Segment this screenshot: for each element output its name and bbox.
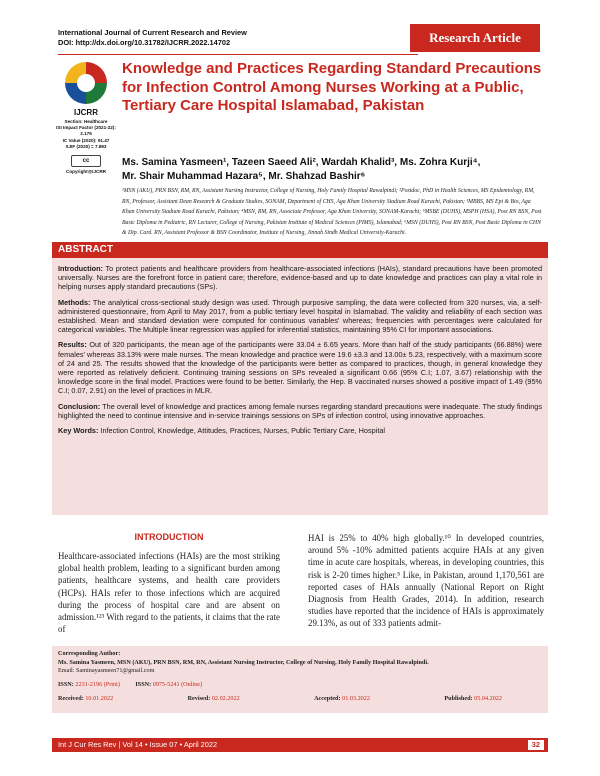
logo-metrics (56, 119, 116, 150)
body-column-right (308, 532, 544, 630)
received-date-group (58, 695, 113, 704)
article-title: Knowledge and Practices Regarding Standard Precautions for Infection Control Among Nurses Working at a Public, Tertiary Care Hospital Islamabad, Pakistan (122, 60, 542, 114)
article-type-badge: Research Article (410, 24, 540, 52)
author-line-1: Ms. Samina Yasmeen¹, Tazeen Saeed Ali², Wardah Khalid³, Ms. Zohra Kurji⁴, (122, 157, 481, 168)
issn-online: 0975-5241 (Online) (152, 680, 203, 688)
received-date: 10.01.2022 (85, 695, 114, 703)
abstract-intro-label: Introduction: (58, 264, 103, 273)
abstract-heading: ABSTRACT (52, 242, 548, 258)
footer-citation: Int J Cur Res Rev | Vol 14 • Issue 07 • April 2022 (58, 740, 218, 749)
author-list (122, 156, 542, 184)
revised-date: 02.02.2022 (211, 695, 240, 703)
abstract-body (52, 258, 548, 515)
abstract-introduction (58, 264, 542, 292)
journal-header (58, 28, 378, 48)
received-label: Received: (58, 695, 84, 703)
logo-name: IJCRR (73, 108, 98, 117)
published-label: Published: (444, 695, 473, 703)
abstract-results (58, 340, 542, 395)
abstract-methods-text: The analytical cross-sectional study design was used. Through purposive sampling, the data were collected from 320 nurses, via, a self-administered questionnaire, from April to May 2017, from a public tertiary level hospital in Islamabad. The validity and reliability of each section was established. Mean and standard deviation were computed for continuous variables' whereas; frequencies with percentages were calculated for categorical variables. The Multiple linear regression was applied for inferential statistics, maintaining 95% CI for important associations. (58, 297, 542, 335)
introduction-heading: INTRODUCTION (134, 532, 204, 542)
abstract-results-label: Results: (58, 340, 87, 350)
revised-date-group (188, 695, 240, 704)
corresponding-author-panel (52, 646, 548, 713)
body-column-left (58, 532, 280, 635)
issn-row (58, 681, 542, 690)
doi-link[interactable]: DOI: http://dx.doi.org/10.31782/IJCRR.2022.14702 (58, 38, 231, 47)
journal-name: International Journal of Current Research and Review (58, 28, 247, 37)
accepted-date: 01.03.2022 (342, 695, 370, 703)
revised-label: Revised: (187, 695, 211, 703)
abstract-intro-text: To protect patients and healthcare providers from healthcare-associated infections (HAIs), standard precautions have been promoted universally. Nurses are the forefront force in patient care; therefore, evidence-based and up to date knowledge and practices can play a vital role in helping nurses apply standard precautions (SPs). (58, 264, 542, 292)
issn-print-label: ISSN: (58, 680, 74, 688)
published-date: 05.04.2022 (474, 695, 502, 703)
keywords-label: Key Words: (58, 426, 99, 436)
introduction-text-left: Healthcare-associated infections (HAIs) are the most striking global health problem, leading to a significant burden among patients, healthcare systems, and health care providers (HCPs). HAIs refer to those infections which are acquired during the process of hospital care and are absent on admission.¹²³ With regard to the patients, it claims that the rate of (58, 551, 280, 635)
abstract-methods-label: Methods: (58, 297, 91, 307)
logo-ic-value: IC Value (2020): 91.47 (62, 137, 110, 143)
abstract-conclusion-text: The overall level of knowledge and practices among female nurses regarding standard precautions were inadequate. The study findings highlighted the need to continue intensive and in-service trainings sessions on SPs of infection control, using innovative approaches. (58, 401, 542, 420)
keywords-text: Infection Control, Knowledge, Attitudes, Practices, Nurses, Public Tertiary Care, Hospital (98, 426, 386, 436)
abstract-methods (58, 298, 542, 335)
published-date-group (444, 695, 502, 704)
journal-logo-icon (65, 62, 107, 104)
abstract-results-text: Out of 320 participants, the mean age of the participants were 33.04 ± 6.65 years. More than half of the study participants (66.88%) were females' whereas 33.13% were male nurses. The mean knowledge and practice were 19.6 ±3.3 and 13.00± 5.23, respectively, with a maximum score of 24 and 25. The results showed that the knowledge of the participants were better as compared to practices, though, in general knowledge they were reported as relatively deficient. Continuing training sessions on SPs revealed a significant 0.66 (95% C.I; 1.07, 3.67) relationship with the knowledge score in the final model. Practices were found to be better. Similarly, the Hep. B vaccinated nurses showed a positive impact of 1.49 (95% C.I; 0.07, 2.91) on the level of practices in MLR. (58, 340, 542, 396)
logo-sjif: SJIF (2020) = 7.893 (65, 143, 107, 149)
corresponding-heading: Corresponding Author: (58, 650, 121, 657)
page-number: 32 (528, 740, 544, 750)
corresponding-details: Ms. Samina Yasmeen, MSN (AKU), PRN BSN, RM, RN, Assistant Nursing Instructor, College of Nursing, Holy Family Hospital Rawalpindi. (58, 658, 429, 666)
logo-section: Section: Healthcare (64, 119, 108, 124)
author-line-2: Mr. Shair Muhammad Hazara⁵, Mr. Shahzad Bashir⁶ (122, 171, 366, 182)
accepted-date-group (314, 695, 370, 704)
introduction-text-right: HAI is 25% to 40% high globally.¹⁰ In developed countries, around 5% -10% admitted patients acquire HAIs at any given time in acute care hospitals, whereas, in developing countries, this risk is 2-20 times higher.⁵ Like, in Pakistan, around 1,170,561 are reported cases of HAIs annually (National Report on Right Diagnosis from Health Grades, 2014). In addition, research studies have reported that the incidence of HAIs is approximately 29.13%, as out of 333 patients admit- (308, 533, 544, 629)
logo-isi-factor: ISI Impact Factor (2021-22): 2.176 (56, 125, 116, 137)
issn-print: 2231-2196 (Print) (75, 680, 120, 688)
issn-online-label: ISSN: (135, 680, 152, 688)
journal-logo-block (56, 62, 116, 174)
publication-dates (58, 695, 542, 704)
header-divider (58, 54, 418, 55)
corresponding-email[interactable]: Email: Saminayasmeen71@gmail.com (58, 667, 155, 675)
accepted-label: Accepted: (314, 695, 341, 703)
affiliations: ¹MSN (AKU), PRN BSN, RM, RN, Assistant Nursing Instructor, College of Nursing, Holy Family Hospital Rawalpindi; ²Postdoc, PhD in Health Sciences, MS Epidemiology, RM, RN, Professor, Assistant Dean Research & Graduate Studies, SONAM, Department of CHS, Aga Khan University Stadium Road Karachi, Pakistan; ³MBBS, MS Epi & Bio, Aga Khan University Stadium Road Karachi, Pakistan; ⁴MSN, RM, RN, Associate Professor, Aga Khan University, SONAM-Karachi; ⁵MSBE (DUHS), MSPH (HSA), Post RN BSN, Post Basic Diploma in Pediatric, RN Lecturer, College of Nursing, Pakistan Institute of Medical Sciences (PIMS), Islamabad; ⁶MSN (DUHS), Post RN BSN, Post Basic Diploma in CHN & Dip. Card. RN, Assistant Professor & BSN Coordinator, Institute of Nursing, Jinnah Sindh Medical University-Karachi. (122, 188, 542, 237)
abstract-keywords (58, 426, 542, 435)
abstract-conclusion (58, 402, 542, 420)
copyright-text: Copyright@IJCRR (66, 169, 106, 175)
abstract-conclusion-label: Conclusion: (58, 401, 101, 411)
footer-bar (52, 738, 548, 752)
creative-commons-icon: cc (71, 155, 101, 167)
